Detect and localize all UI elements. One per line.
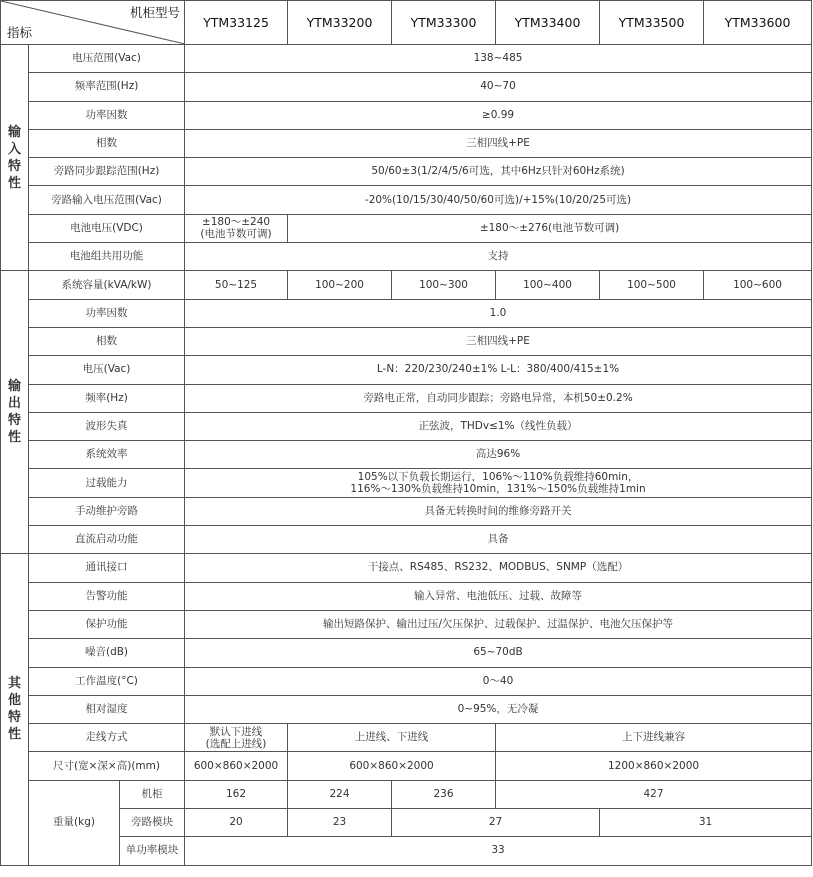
row-value: 正弦波，THDv≤1%（线性负载） [185, 412, 812, 440]
row-value: 输出短路保护、输出过压/欠压保护、过载保护、过温保护、电池欠压保护等 [185, 610, 812, 638]
row-label: 电池电压(VDC) [29, 214, 185, 242]
table-row [1, 327, 812, 355]
row-value: 20 [185, 809, 288, 837]
row-value: 具备 [185, 526, 812, 554]
row-value: 50/60±3(1/2/4/5/6可选，其中6Hz只针对60Hz系统) [185, 158, 812, 186]
table-row [1, 780, 812, 808]
corner-indicator-label: 指标 [7, 25, 33, 40]
row-value: 上进线、下进线 [288, 724, 496, 752]
row-value: 上下进线兼容 [496, 724, 812, 752]
row-value: 100~600 [704, 271, 812, 299]
row-label: 直流启动功能 [29, 526, 185, 554]
row-value: ±180～±240 (电池节数可调) [185, 214, 288, 242]
row-value: 100~300 [392, 271, 496, 299]
row-label: 过载能力 [29, 469, 185, 497]
table-row [1, 186, 812, 214]
row-label: 走线方式 [29, 724, 185, 752]
row-label: 功率因数 [29, 101, 185, 129]
model-header: YTM33300 [392, 1, 496, 45]
row-label: 相对湿度 [29, 695, 185, 723]
row-label: 手动维护旁路 [29, 497, 185, 525]
row-value: -20%(10/15/30/40/50/60可选)/+15%(10/20/25可选) [185, 186, 812, 214]
row-value: 105%以下负载长期运行，106%～110%负载维持60min， 116%～130%负载维持10min，131%～150%负载维持1min [185, 469, 812, 497]
table-row [1, 554, 812, 582]
row-value: 65~70dB [185, 639, 812, 667]
row-value: L-N：220/230/240±1% L-L：380/400/415±1% [185, 356, 812, 384]
row-value: 1200×860×2000 [496, 752, 812, 780]
model-header: YTM33200 [288, 1, 392, 45]
model-header: YTM33125 [185, 1, 288, 45]
table-row [1, 129, 812, 157]
row-value: 1.0 [185, 299, 812, 327]
row-label: 电压(Vac) [29, 356, 185, 384]
row-value: ±180～±276(电池节数可调) [288, 214, 812, 242]
table-row [1, 695, 812, 723]
row-value: 50~125 [185, 271, 288, 299]
row-value: 427 [496, 780, 812, 808]
table-row [1, 73, 812, 101]
row-value: 0～40 [185, 667, 812, 695]
row-value: 138~485 [185, 45, 812, 73]
row-label: 波形失真 [29, 412, 185, 440]
row-label: 通讯接口 [29, 554, 185, 582]
row-sublabel: 旁路模块 [120, 809, 185, 837]
group-output-label: 输 出 特 性 [1, 271, 29, 554]
row-value: 224 [288, 780, 392, 808]
row-label: 功率因数 [29, 299, 185, 327]
row-label: 尺寸(宽×深×高)(mm) [29, 752, 185, 780]
row-label: 频率范围(Hz) [29, 73, 185, 101]
table-row [1, 299, 812, 327]
group-other-label: 其 他 特 性 [1, 554, 29, 865]
table-row [1, 469, 812, 497]
row-value: 33 [185, 837, 812, 865]
table-row [1, 271, 812, 299]
row-value: 支持 [185, 243, 812, 271]
row-label: 相数 [29, 129, 185, 157]
row-label: 系统容量(kVA/kW) [29, 271, 185, 299]
row-value: 27 [392, 809, 600, 837]
table-row [1, 724, 812, 752]
row-label: 噪音(dB) [29, 639, 185, 667]
model-header: YTM33500 [600, 1, 704, 45]
row-label: 系统效率 [29, 441, 185, 469]
table-row [1, 639, 812, 667]
table-row [1, 752, 812, 780]
table-row [1, 214, 812, 242]
table-row [1, 610, 812, 638]
table-row [1, 441, 812, 469]
row-label: 告警功能 [29, 582, 185, 610]
table-row [1, 497, 812, 525]
table-row [1, 45, 812, 73]
row-value: 干接点、RS485、RS232、MODBUS、SNMP（选配） [185, 554, 812, 582]
table-row [1, 384, 812, 412]
row-value: 三相四线+PE [185, 129, 812, 157]
row-label: 旁路同步跟踪范围(Hz) [29, 158, 185, 186]
row-label: 频率(Hz) [29, 384, 185, 412]
row-value: 旁路电正常，自动同步跟踪；旁路电异常，本机50±0.2% [185, 384, 812, 412]
table-row [1, 412, 812, 440]
row-value: 23 [288, 809, 392, 837]
row-value: 具备无转换时间的维修旁路开关 [185, 497, 812, 525]
row-label: 电压范围(Vac) [29, 45, 185, 73]
corner-model-label: 机柜型号 [130, 5, 181, 20]
table-row [1, 809, 812, 837]
row-label: 保护功能 [29, 610, 185, 638]
table-row [1, 667, 812, 695]
row-value: 236 [392, 780, 496, 808]
table-row [1, 101, 812, 129]
row-value: 100~500 [600, 271, 704, 299]
row-value: 输入异常、电池低压、过载、故障等 [185, 582, 812, 610]
row-value: ≥0.99 [185, 101, 812, 129]
row-value: 162 [185, 780, 288, 808]
row-value: 40~70 [185, 73, 812, 101]
table-row [1, 158, 812, 186]
table-row [1, 837, 812, 865]
group-input-label: 输 入 特 性 [1, 45, 29, 271]
row-value: 31 [600, 809, 812, 837]
table-row [1, 526, 812, 554]
row-value: 三相四线+PE [185, 327, 812, 355]
corner-cell [1, 1, 185, 45]
row-label: 电池组共用功能 [29, 243, 185, 271]
model-header: YTM33600 [704, 1, 812, 45]
row-value: 100~400 [496, 271, 600, 299]
table-row [1, 243, 812, 271]
row-value: 默认下进线 (选配上进线) [185, 724, 288, 752]
row-value: 0~95%，无冷凝 [185, 695, 812, 723]
row-value: 100~200 [288, 271, 392, 299]
row-label: 相数 [29, 327, 185, 355]
row-sublabel: 机柜 [120, 780, 185, 808]
row-label: 旁路输入电压范围(Vac) [29, 186, 185, 214]
row-value: 高达96% [185, 441, 812, 469]
row-sublabel: 单功率模块 [120, 837, 185, 865]
table-row [1, 582, 812, 610]
model-header: YTM33400 [496, 1, 600, 45]
table-row [1, 356, 812, 384]
weight-label: 重量(kg) [29, 780, 120, 865]
header-row [1, 1, 812, 45]
row-value: 600×860×2000 [185, 752, 288, 780]
row-value: 600×860×2000 [288, 752, 496, 780]
row-label: 工作温度(°C) [29, 667, 185, 695]
